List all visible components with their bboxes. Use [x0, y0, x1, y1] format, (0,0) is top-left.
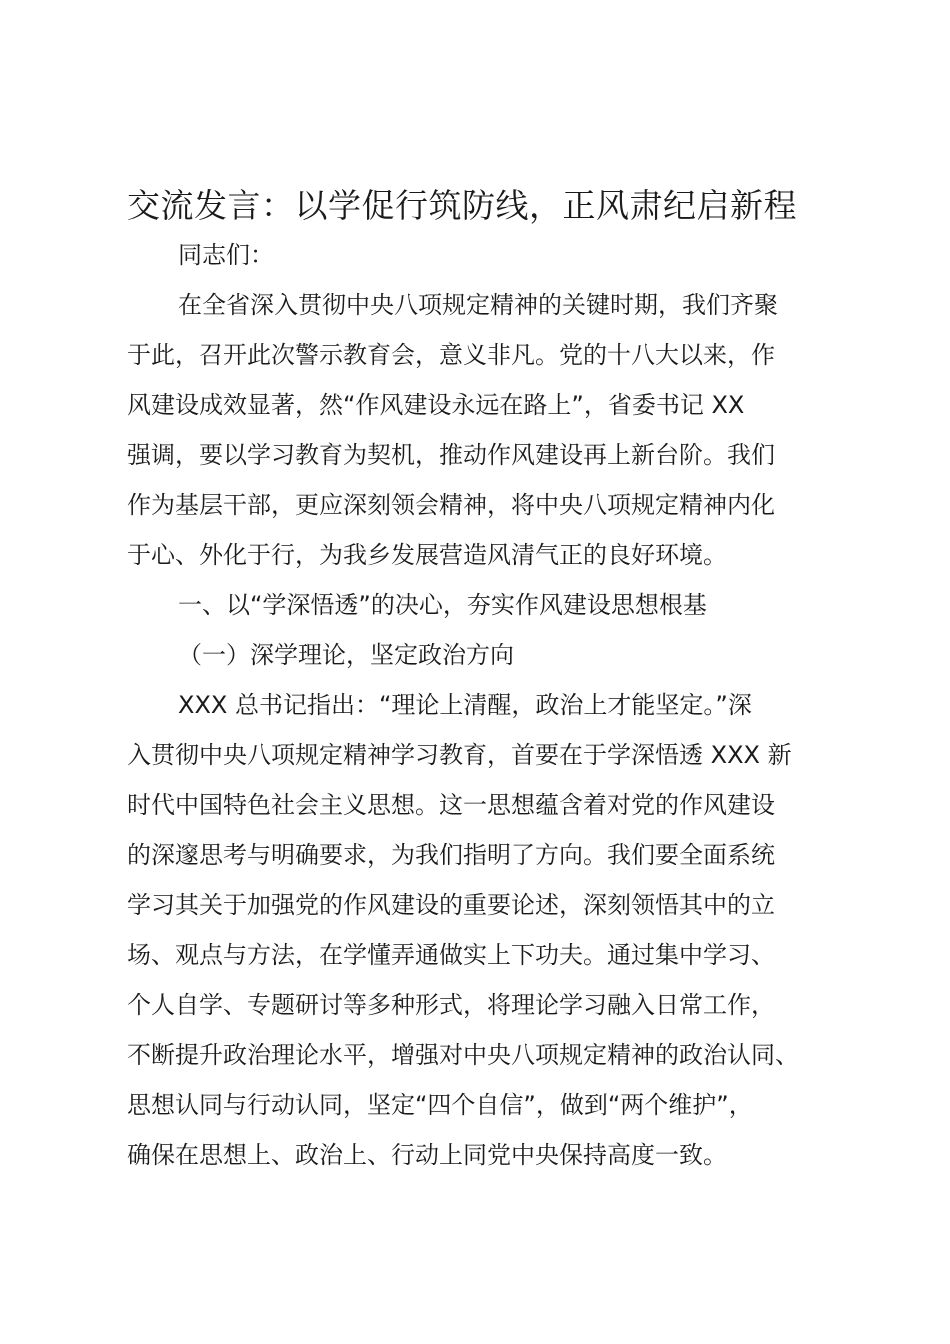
- paragraph-line: 思想认同与行动认同，坚定“四个自信”，做到“两个维护”，: [127, 1091, 753, 1119]
- paragraph-line: 时代中国特色社会主义思想。这一思想蕴含着对党的作风建设: [127, 791, 775, 819]
- greeting: 同志们：: [178, 241, 274, 269]
- paragraph-line: 学习其关于加强党的作风建设的重要论述，深刻领悟其中的立: [127, 891, 775, 919]
- paragraph-line: 于此，召开此次警示教育会，意义非凡。党的十八大以来，作: [127, 341, 775, 369]
- paragraph-line: 确保在思想上、政治上、行动上同党中央保持高度一致。: [127, 1141, 727, 1169]
- document-title: 交流发言：以学促行筑防线，正风肃纪启新程: [127, 186, 797, 225]
- paragraph-line: 于心、外化于行，为我乡发展营造风清气正的良好环境。: [127, 541, 727, 569]
- paragraph-line: 的深邃思考与明确要求，为我们指明了方向。我们要全面系统: [127, 841, 775, 869]
- paragraph-line: 强调，要以学习教育为契机，推动作风建设再上新台阶。我们: [127, 441, 775, 469]
- paragraph-line: 在全省深入贯彻中央八项规定精神的关键时期，我们齐聚: [178, 291, 778, 319]
- paragraph-line: 不断提升政治理论水平，增强对中央八项规定精神的政治认同、: [127, 1041, 799, 1069]
- paragraph-line: 风建设成效显著，然“作风建设永远在路上”，省委书记 XX: [127, 391, 745, 419]
- paragraph-line: 个人自学、专题研讨等多种形式，将理论学习融入日常工作，: [127, 991, 775, 1019]
- subsection-heading: （一）深学理论，坚定政治方向: [178, 641, 514, 669]
- paragraph-line: XXX 总书记指出：“理论上清醒，政治上才能坚定。”深: [178, 691, 752, 719]
- section-heading: 一、以“学深悟透”的决心，夯实作风建设思想根基: [178, 591, 707, 619]
- paragraph-line: 场、观点与方法，在学懂弄通做实上下功夫。通过集中学习、: [127, 941, 775, 969]
- paragraph-line: 入贯彻中央八项规定精神学习教育，首要在于学深悟透 XXX 新: [127, 741, 792, 769]
- paragraph-line: 作为基层干部，更应深刻领会精神，将中央八项规定精神内化: [127, 491, 775, 519]
